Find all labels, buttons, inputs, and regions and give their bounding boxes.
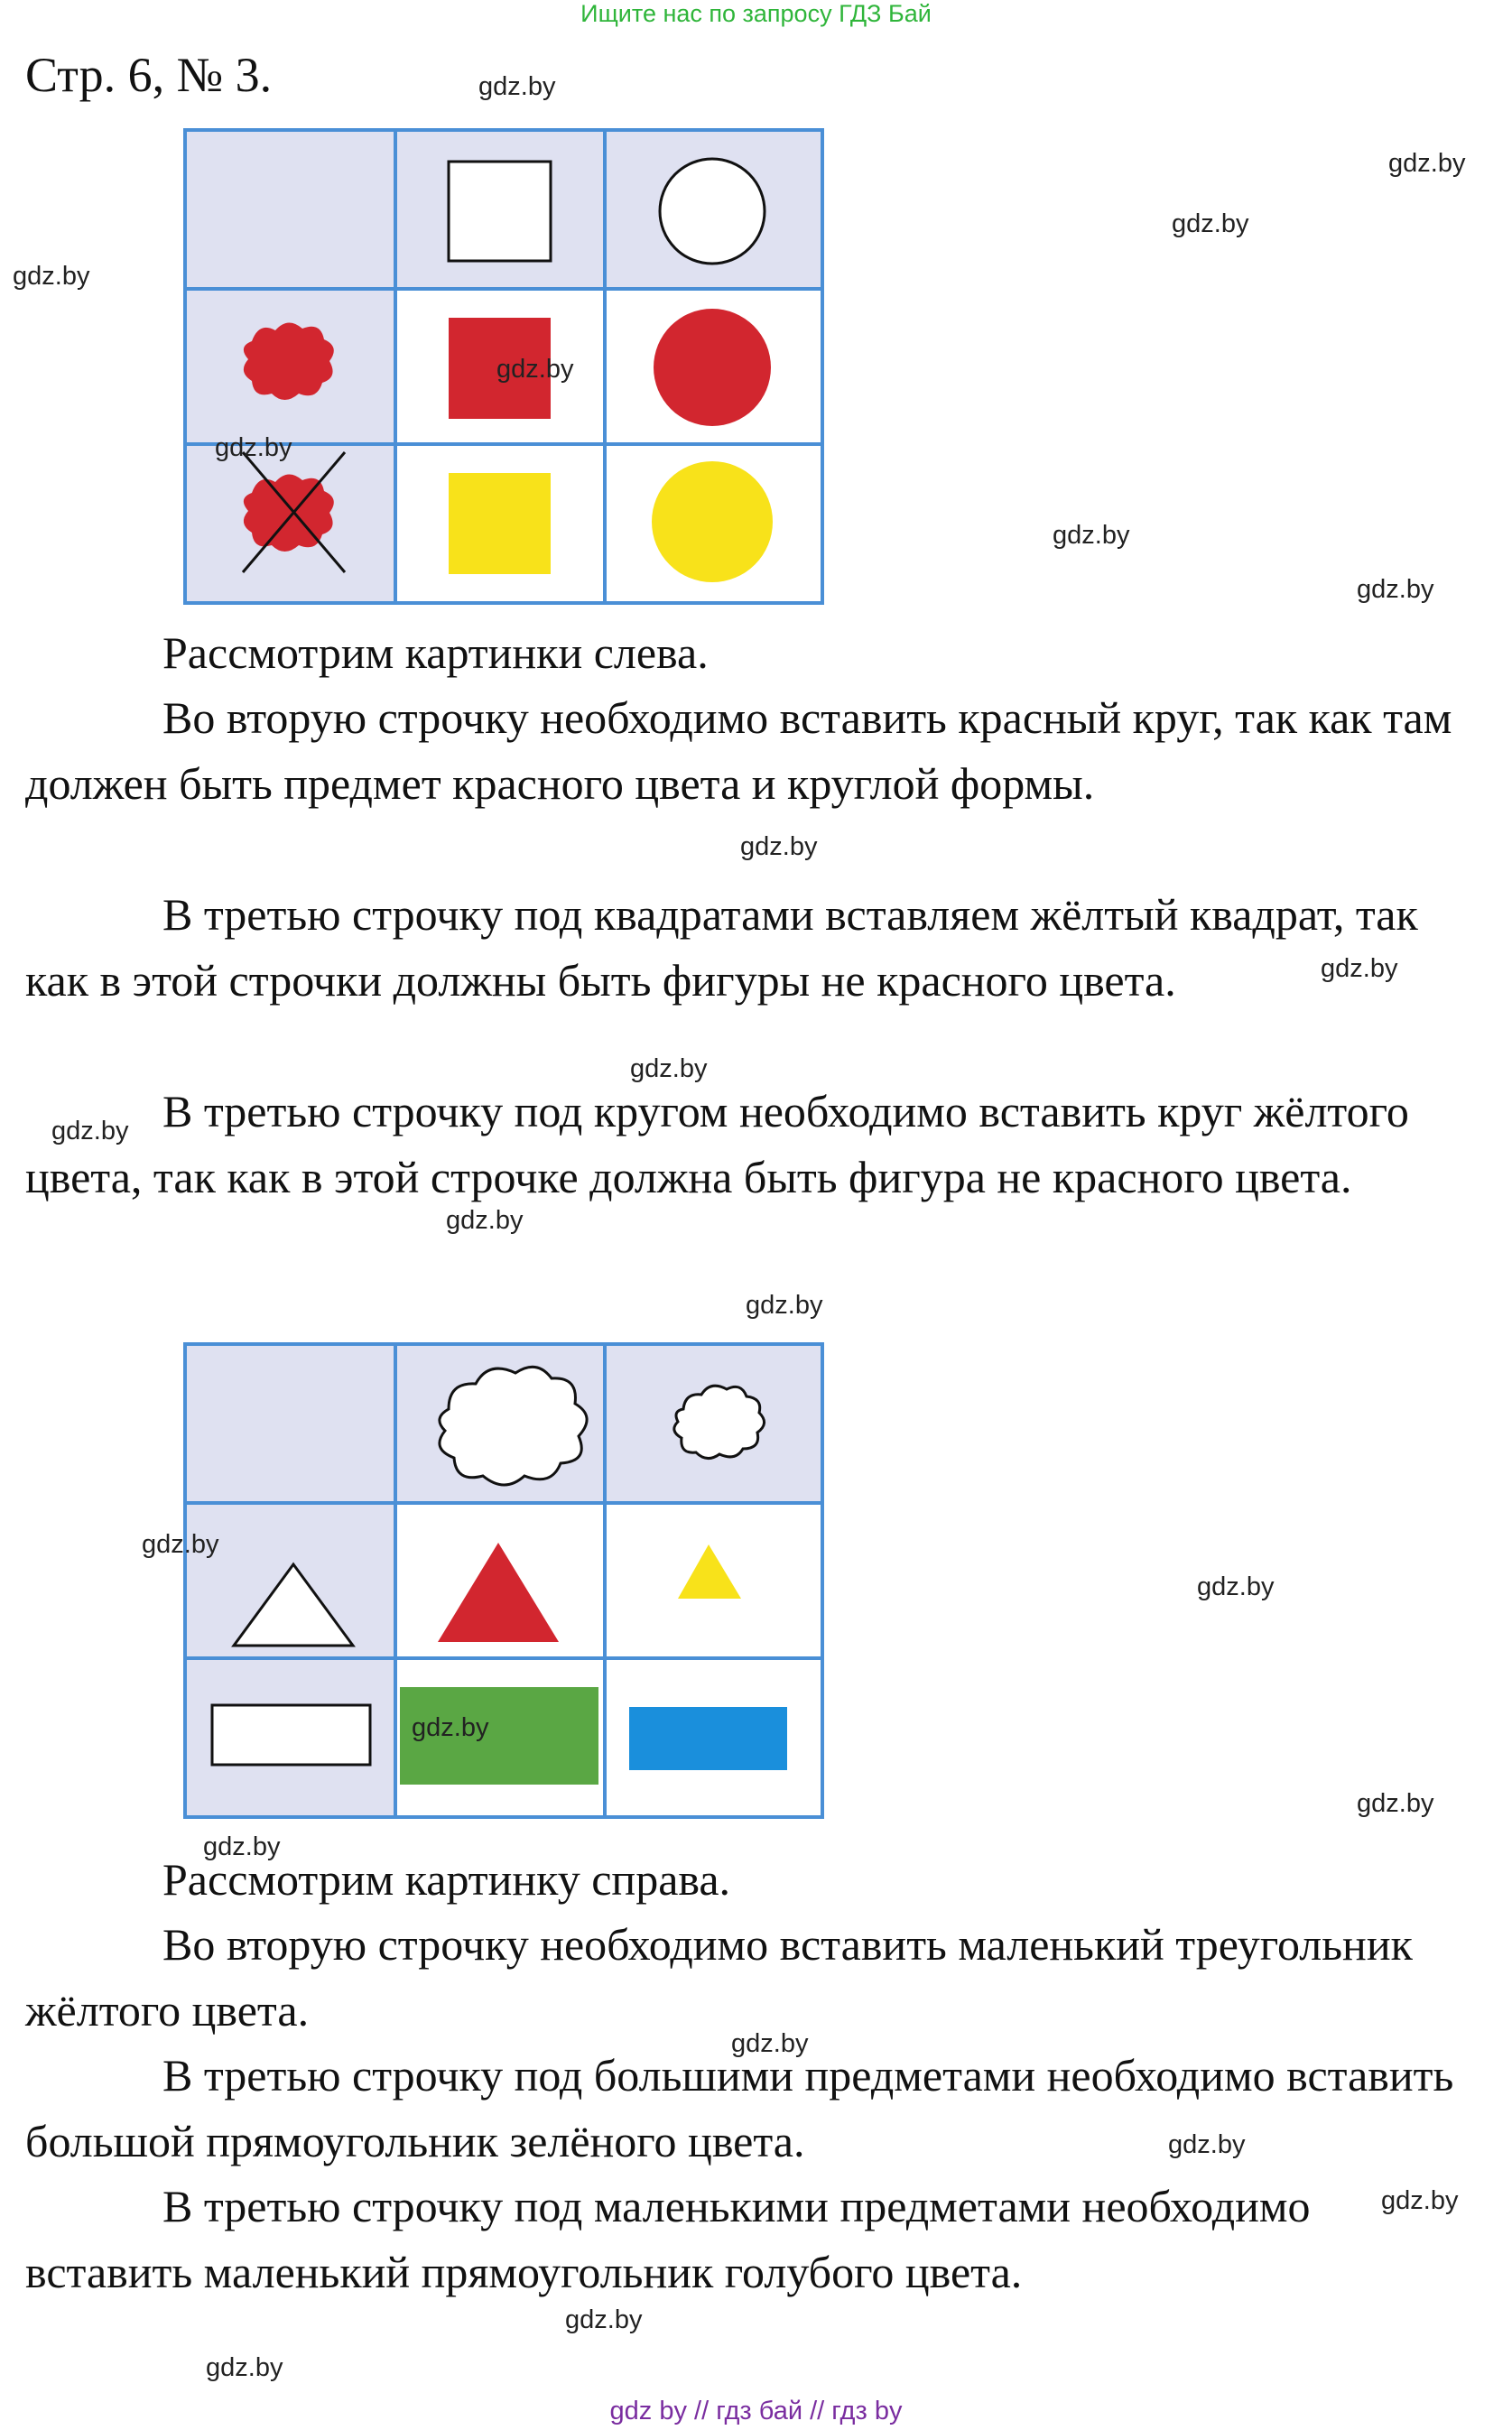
watermark: gdz.by <box>731 2029 809 2058</box>
watermark: gdz.by <box>412 1713 489 1742</box>
red-blot-icon <box>244 322 334 400</box>
watermark: gdz.by <box>1053 521 1130 550</box>
page-title: Стр. 6, № 3. <box>25 48 273 102</box>
watermark: gdz.by <box>1357 1789 1434 1818</box>
watermark: gdz.by <box>206 2353 283 2382</box>
watermark: gdz.by <box>478 72 556 101</box>
search-hint[interactable]: Ищите нас по запросу ГДЗ Бай <box>580 0 932 27</box>
watermark: gdz.by <box>565 2305 643 2334</box>
section2-paragraph-2: В третью строчку под большими предметами необходимо вставить большой прямоугольник зелёного цвета. <box>25 2050 1454 2166</box>
yellow-square-icon <box>449 473 551 574</box>
watermark: gdz.by <box>203 1832 281 1861</box>
watermark: gdz.by <box>630 1054 708 1083</box>
red-circle-icon <box>654 309 771 426</box>
watermark: gdz.by <box>1168 2130 1246 2159</box>
red-triangle-icon <box>438 1543 559 1642</box>
watermark: gdz.by <box>1172 209 1249 238</box>
section1-intro: Рассмотрим картинки слева. <box>162 627 709 678</box>
footer-links[interactable]: gdz by // гдз бай // гдз by <box>609 2397 903 2425</box>
section2-paragraph-1: Во вторую строчку необходимо вставить маленький треугольник жёлтого цвета. <box>25 1919 1413 2036</box>
white-circle-icon <box>660 159 765 264</box>
blue-rectangle-icon <box>629 1707 787 1770</box>
section1-paragraph-3: В третью строчку под кругом необходимо вставить круг жёлтого цвета, так как в этой строчке должна быть фигура не красного цвета. <box>25 1086 1409 1202</box>
section2-intro: Рассмотрим картинку справа. <box>162 1854 731 1905</box>
watermark: gdz.by <box>142 1530 219 1559</box>
yellow-triangle-icon <box>678 1544 741 1599</box>
small-white-cloud-icon <box>674 1386 765 1458</box>
white-rectangle-icon <box>212 1705 370 1765</box>
section1-paragraph-1: Во вторую строчку необходимо вставить красный круг, так как там должен быть предмет красного цвета и круглой формы. <box>25 692 1452 809</box>
crossed-red-blot-icon <box>244 474 334 552</box>
puzzle-grid-right <box>183 1342 824 1819</box>
watermark: gdz.by <box>215 433 292 462</box>
watermark: gdz.by <box>1357 575 1434 604</box>
section1-paragraph-2: В третью строчку под квадратами вставляем жёлтый квадрат, так как в этой строчки должны быть фигуры не красного цвета. <box>25 889 1418 1006</box>
section2-paragraph-3: В третью строчку под маленькими предметами необходимо вставить маленький прямоугольник голубого цвета. <box>25 2181 1311 2297</box>
watermark: gdz.by <box>1381 2186 1459 2215</box>
watermark: gdz.by <box>13 262 90 291</box>
white-cloud-icon <box>440 1367 587 1485</box>
watermark: gdz.by <box>1321 954 1398 983</box>
watermark: gdz.by <box>496 355 574 384</box>
watermark: gdz.by <box>446 1206 524 1235</box>
watermark: gdz.by <box>1197 1572 1275 1601</box>
white-triangle-icon <box>234 1564 353 1646</box>
watermark: gdz.by <box>740 832 818 861</box>
white-square-icon <box>449 162 551 261</box>
watermark: gdz.by <box>1388 149 1466 178</box>
grid-shapes <box>187 1346 821 1815</box>
yellow-circle-icon <box>652 461 773 582</box>
watermark: gdz.by <box>746 1291 823 1320</box>
watermark: gdz.by <box>51 1117 129 1145</box>
